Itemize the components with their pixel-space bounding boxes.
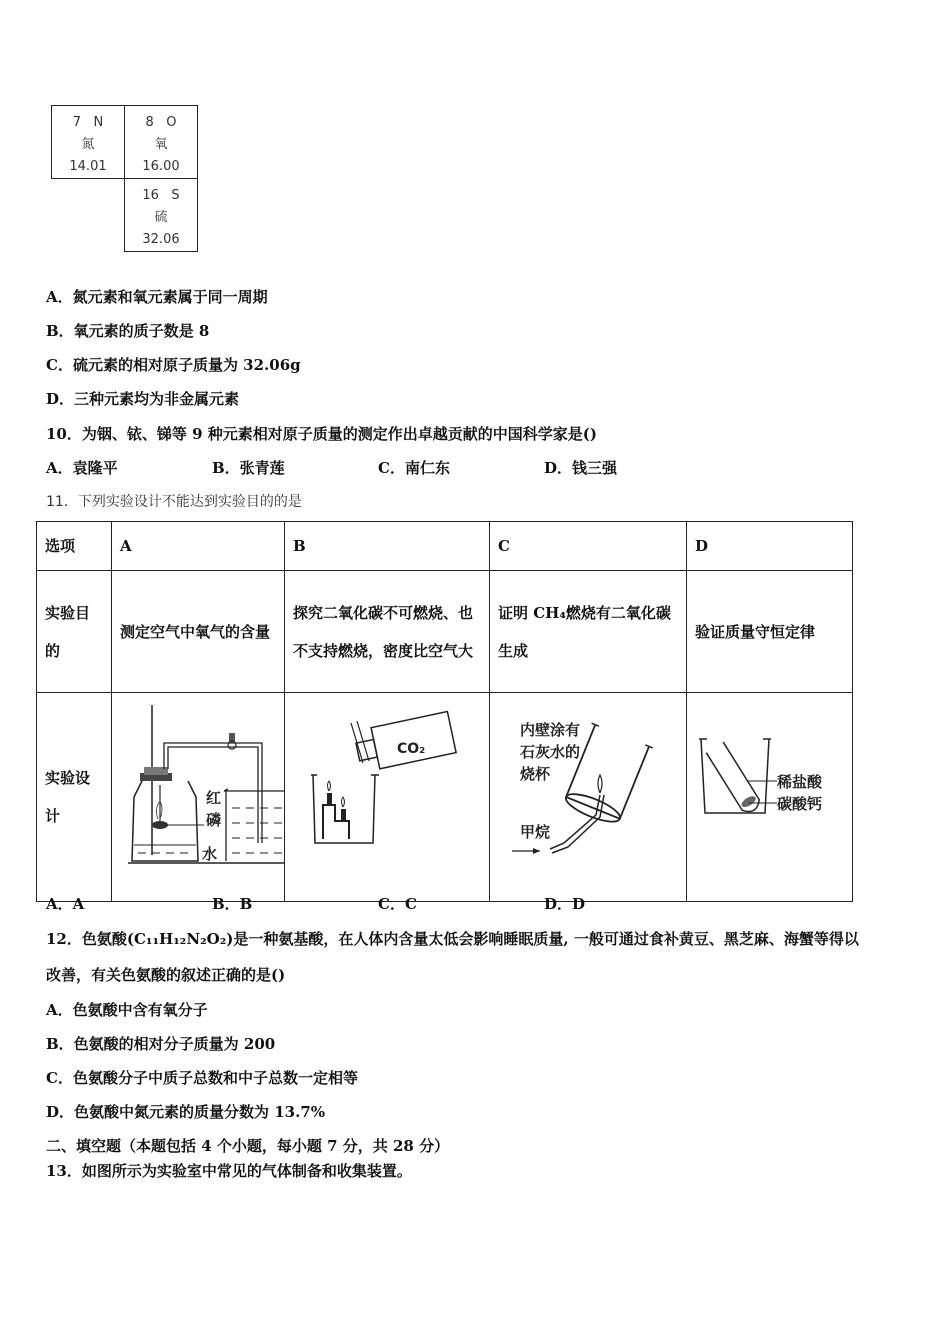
q12-option-c: C．色氨酸分子中质子总数和中子总数一定相等 [46,1069,358,1087]
element-cell-nitrogen [51,105,125,179]
q10-options [46,457,710,478]
element-cell-sulfur [124,178,198,252]
design-d-cell [687,693,853,902]
cell-purpose-d: 验证质量守恒定律 [687,571,853,693]
element-number: 8 [145,115,154,130]
element-mass: 32.06 [142,232,180,247]
element-number: 7 [72,115,82,130]
table-row-option [37,522,853,571]
design-b-cell [285,693,490,902]
design-a-cell [112,693,285,902]
q11-option-c: C．C [378,895,417,913]
q9-option-a: A．氮元素和氧元素属于同一周期 [46,288,268,306]
element-number: 16 [142,188,159,203]
q11-option-d: D．D [544,895,586,913]
element-name: 氮 [81,137,95,152]
row-header-option: 选项 [37,522,112,571]
q10-option-a: A．袁隆平 [46,459,118,477]
q10-option-c: C．南仁东 [378,459,450,477]
q11-options [46,893,710,914]
table-row-purpose [37,571,853,693]
design-c-diagram [490,693,686,887]
label-hydrochloric-acid: 稀盐酸 [777,773,823,791]
element-symbol: N [93,115,104,130]
cell-purpose-b: 探究二氧化碳不可燃烧、也不支持燃烧，密度比空气大 [285,571,490,693]
label-limewater-beaker: 内壁涂有 石灰水的 烧杯 [520,721,581,783]
row-header-purpose: 实验目的 [37,571,112,693]
section-2-title: 二、填空题（本题包括 4 个小题，每小题 7 分，共 28 分） [46,1137,450,1155]
design-a-diagram [112,693,284,887]
element-name: 硫 [154,210,168,225]
q9-option-b: B．氧元素的质子数是 8 [46,322,210,340]
q9-option-d: D．三种元素均为非金属元素 [46,390,240,408]
label-red-phosphorus: 红 磷 [206,789,222,829]
label-co2: CO₂ [397,741,426,757]
q11-stem: 11．下列实验设计不能达到实验目的的是 [46,494,302,510]
q9-option-c: C．硫元素的相对原子质量为 32.06g [46,356,301,374]
design-c-cell [490,693,687,902]
element-symbol: S [171,188,180,203]
q11-option-a: A．A [46,895,85,913]
q13-stem: 13．如图所示为实验室中常见的气体制备和收集装置。 [46,1162,412,1180]
cell-purpose-a: 测定空气中氧气的含量 [112,571,285,693]
label-water-a: 水 [202,845,218,863]
element-symbol: O [166,115,177,130]
q10-stem: 10．为铟、铱、锑等 9 种元素相对原子质量的测定作出卓越贡献的中国科学家是() [46,425,597,443]
element-mass: 16.00 [142,159,180,174]
cell-option-a: A [112,522,285,571]
q11-option-b: B．B [212,895,253,913]
cell-purpose-c: 证明 CH₄燃烧有二氧化碳生成 [490,571,687,693]
row-header-design: 实验设计 [37,693,112,902]
experiment-table [36,521,853,902]
cell-option-b: B [285,522,490,571]
design-d-diagram [687,693,852,887]
table-row-design [37,693,853,902]
q12-option-d: D．色氨酸中氮元素的质量分数为 13.7% [46,1103,326,1121]
element-mass: 14.01 [69,159,107,174]
design-b-diagram [285,693,489,887]
q12-stem-line1: 12．色氨酸(C₁₁H₁₂N₂O₂)是一种氨基酸，在人体内含量太低会影响睡眠质量, 一般可通过食补黄豆、黑芝麻、海蟹等得以 [46,930,859,948]
q10-option-b: B．张青莲 [212,459,285,477]
cell-option-d: D [687,522,853,571]
q10-option-d: D．钱三强 [544,459,618,477]
label-methane: 甲烷 [520,823,551,841]
q12-option-a: A．色氨酸中含有氧分子 [46,1001,208,1019]
cell-option-c: C [490,522,687,571]
q12-option-b: B．色氨酸的相对分子质量为 200 [46,1035,276,1053]
label-calcium-carbonate: 碳酸钙 [777,795,823,813]
element-name: 氧 [154,137,168,152]
element-cell-oxygen [124,105,198,179]
q12-stem-line2: 改善，有关色氨酸的叙述正确的是() [46,966,286,984]
